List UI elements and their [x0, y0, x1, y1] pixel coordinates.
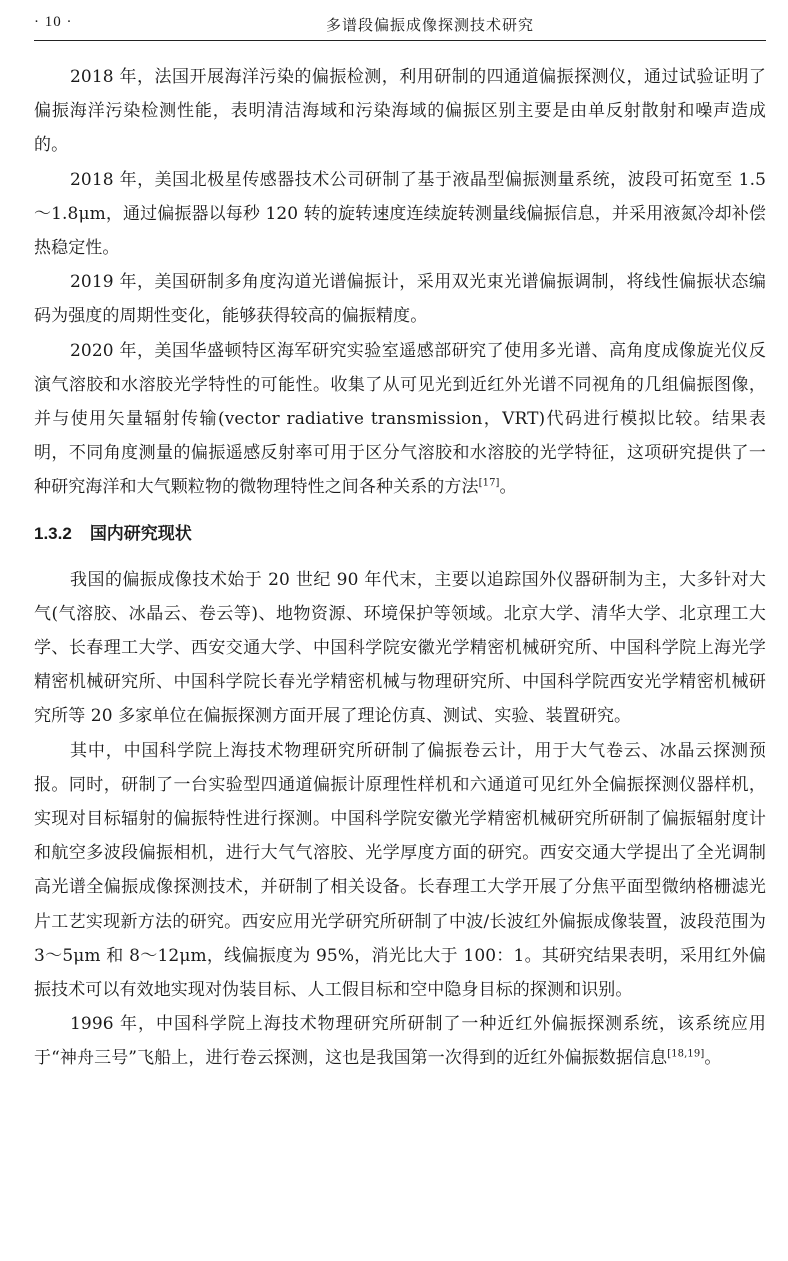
paragraph-text: 2019 年，美国研制多角度沟道光谱偏振计，采用双光束光谱偏振调制，将线性偏振状态编码为强度的周期性变化，能够获得较高的偏振精度。	[34, 272, 766, 327]
paragraph	[34, 163, 766, 266]
paragraph	[34, 60, 766, 163]
paragraph	[34, 563, 766, 734]
paragraph	[34, 265, 766, 333]
paragraph-text: 2018 年，法国开展海洋污染的偏振检测，利用研制的四通道偏振探测仪，通过试验证明了偏振海洋污染检测性能，表明清洁海域和污染海域的偏振区别主要是由单反射散射和噪声造成的。	[34, 67, 766, 156]
paragraph	[34, 1007, 766, 1075]
section-number: 1.3.2	[34, 523, 72, 543]
paragraph	[34, 734, 766, 1008]
page-header	[34, 12, 766, 41]
section-title: 国内研究现状	[89, 523, 192, 544]
citation-ref: [18,19]	[667, 1048, 705, 1060]
section-heading	[34, 517, 766, 551]
paragraph-text: 我国的偏振成像技术始于 20 世纪 90 年代末，主要以追踪国外仪器研制为主，大多针对大气(气溶胶、冰晶云、卷云等)、地物资源、环境保护等领域。北京大学、清华大学、北京理工大学、长春理工大学、西安交通大学、中国科学院安徽光学精密机械研究所、中国科学院上海光学精密机械研究所、中国科学院长春光学精密机械与物理研究所、中国科学院西安光学精密机械研究所等 20 多家单位在偏振探测方面开展了理论仿真、测试、实验、装置研究。	[34, 569, 766, 727]
citation-ref: [17]	[478, 477, 500, 489]
paragraph-text: 2018 年，美国北极星传感器技术公司研制了基于液晶型偏振测量系统，波段可拓宽至 1.5～1.8μm，通过偏振器以每秒 120 转的旋转速度连续旋转测量线偏振信息，并采用液氮冷却补偿热稳定性。	[34, 169, 766, 259]
paragraph-text: 其中，中国科学院上海技术物理研究所研制了偏振卷云计，用于大气卷云、冰晶云探测预报。同时，研制了一台实验型四通道偏振计原理性样机和六通道可见红外全偏振探测仪器样机，实现对目标辐射的偏振特性进行探测。中国科学院安徽光学精密机械研究所研制了偏振辐射度计和航空多波段偏振相机，进行大气气溶胶、光学厚度方面的研究。西安交通大学提出了全光调制高光谱全偏振成像探测技术，并研制了相关设备。长春理工大学开展了分焦平面型微纳格栅滤光片工艺实现新方法的研究。西安应用光学研究所研制了中波/长波红外偏振成像装置，波段范围为 3～5μm 和 8～12μm，线偏振度为 95%，消光比大于 100：1。其研究结果表明，采用红外偏振技术可以有效地实现对伪装目标、人工假目标和空中隐身目标的探测和识别。	[34, 740, 766, 1001]
page-number: · 10 ·	[34, 14, 73, 30]
paragraph-text: 2020 年，美国华盛顿特区海军研究实验室遥感部研究了使用多光谱、高角度成像旋光仪反演气溶胶和水溶胶光学特性的可能性。收集了从可见光到近红外光谱不同视角的几组偏振图像，并与使用矢量辐射传输(vector radiative transmission，VRT)代码进行模拟比较。结果表明，不同角度测量的偏振遥感反射率可用于区分气溶胶和水溶胶的光学特征，这项研究提供了一种研究海洋和大气颗粒物的微物理特性之间各种关系的方法	[34, 340, 766, 498]
paragraph-text: 1996 年，中国科学院上海技术物理研究所研制了一种近红外偏振探测系统，该系统应用于“神舟三号”飞船上，进行卷云探测，这也是我国第一次得到的近红外偏振数据信息	[34, 1014, 766, 1069]
paragraph: 2020 年，美国华盛顿特区海军研究实验室遥感部研究了使用多光谱、高角度成像旋光仪反演气溶胶和水溶胶光学特性的可能性。收集了从可见光到近红外光谱不同视角的几组偏振图像，并与使用矢量辐射传输(vector radiative transmission，VRT)代码进行模拟比较。结果表明，不同角度测量的偏振遥感反射率可用于区分气溶胶和水溶胶的光学特征，这项研究提供了一种研究海洋和大气颗粒物的微物理特性之间各种关系的方法[17]。	[34, 340, 766, 498]
paragraph-tail: 。	[704, 1048, 722, 1069]
body-text	[34, 60, 766, 1076]
running-title: 多谱段偏振成像探测技术研究	[325, 16, 534, 34]
